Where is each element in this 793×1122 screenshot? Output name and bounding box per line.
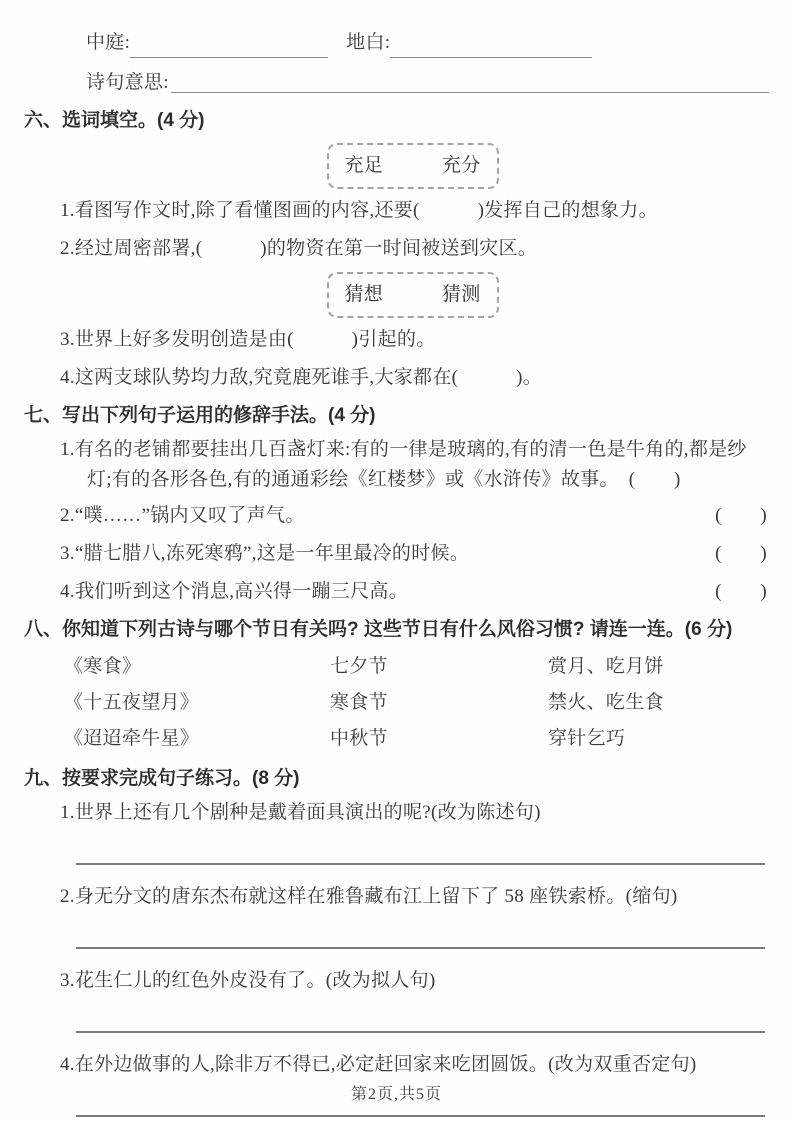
blank-label-meaning: 诗句意思:	[86, 72, 169, 93]
word-option: 猜测	[441, 284, 481, 305]
section-6-heading: 六、选词填空。(4 分)	[24, 110, 205, 131]
answer-line	[76, 863, 765, 865]
poem-title: 《寒食》	[64, 656, 142, 677]
fill-item-2: 2.经过周密部署,( )的物资在第一时间被送到灾区。	[60, 238, 538, 259]
word-option: 充足	[344, 155, 384, 176]
word-option: 猜想	[344, 284, 384, 305]
answer-line	[76, 1031, 765, 1033]
section-7-heading: 七、写出下列句子运用的修辞手法。(4 分)	[24, 405, 376, 426]
rhetoric-item-text: 1.有名的老铺都要挂出几百盏灯来:有的一律是玻璃的,有的清一色是牛角的,都是纱灯;有的各形各色,有的通通彩绘《红楼梦》或《水浒传》故事。	[60, 439, 747, 490]
fill-item-4: 4.这两支球队势均力敌,究竟鹿死谁手,大家都在( )。	[60, 367, 543, 388]
blank-line	[130, 36, 328, 58]
festival-name: 七夕节	[330, 656, 388, 677]
answer-line	[76, 1115, 765, 1117]
poem-words-fill-row	[86, 28, 769, 58]
rewrite-item-3: 3.花生仁儿的红色外皮没有了。(改为拟人句)	[60, 970, 436, 991]
word-choice-box-1	[327, 143, 499, 189]
answer-parens: ( )	[715, 543, 767, 564]
rhetoric-item-text: 2.“噗……”锅内又叹了声气。	[60, 505, 305, 526]
poem-meaning-fill-row	[86, 68, 769, 98]
answer-parens: ( )	[715, 505, 767, 526]
custom-text: 禁火、吃生食	[548, 692, 664, 713]
rewrite-item-4: 4.在外边做事的人,除非万不得已,必定赶回家来吃团圆饭。(改为双重否定句)	[60, 1054, 697, 1075]
rhetoric-item-text: 3.“腊七腊八,冻死寒鸦”,这是一年里最冷的时候。	[60, 543, 470, 564]
answer-parens: ( )	[628, 469, 681, 490]
section-9-heading: 九、按要求完成句子练习。(8 分)	[24, 768, 300, 789]
rewrite-item-2: 2.身无分文的唐东杰布就这样在雅鲁藏布江上留下了 58 座铁索桥。(缩句)	[60, 886, 678, 907]
festival-name: 寒食节	[330, 692, 388, 713]
poem-title: 《十五夜望月》	[64, 692, 200, 713]
rewrite-item-1: 1.世界上还有几个剧种是戴着面具演出的呢?(改为陈述句)	[60, 802, 541, 823]
blank-line	[390, 36, 592, 58]
blank-label-dibai: 地白:	[346, 32, 391, 53]
answer-line	[76, 947, 765, 949]
poem-title: 《迢迢牵牛星》	[64, 728, 200, 749]
blank-label-zhongting: 中庭:	[86, 32, 131, 53]
word-choice-box-2	[327, 272, 499, 318]
answer-parens: ( )	[715, 581, 767, 602]
word-option: 充分	[441, 155, 481, 176]
blank-line	[171, 68, 769, 93]
match-row-2	[64, 685, 769, 720]
custom-text: 穿针乞巧	[548, 728, 626, 749]
rhetoric-item-text: 4.我们听到这个消息,高兴得一蹦三尺高。	[60, 581, 409, 602]
rhetoric-item-2	[60, 501, 767, 531]
section-8-heading: 八、你知道下列古诗与哪个节日有关吗? 这些节日有什么风俗习惯? 请连一连。(6 分)	[24, 619, 733, 640]
rhetoric-item-4	[60, 577, 767, 607]
match-row-3	[64, 721, 769, 756]
fill-item-3: 3.世界上好多发明创造是由( )引起的。	[60, 329, 436, 350]
rhetoric-item-3	[60, 539, 767, 569]
match-row-1	[64, 649, 769, 684]
festival-name: 中秋节	[330, 728, 388, 749]
fill-item-1: 1.看图写作文时,除了看懂图画的内容,还要( )发挥自己的想象力。	[60, 200, 658, 221]
custom-text: 赏月、吃月饼	[548, 656, 664, 677]
rhetoric-item-1	[60, 435, 766, 495]
page-number-indicator: 第2页,共5页	[350, 1086, 442, 1103]
